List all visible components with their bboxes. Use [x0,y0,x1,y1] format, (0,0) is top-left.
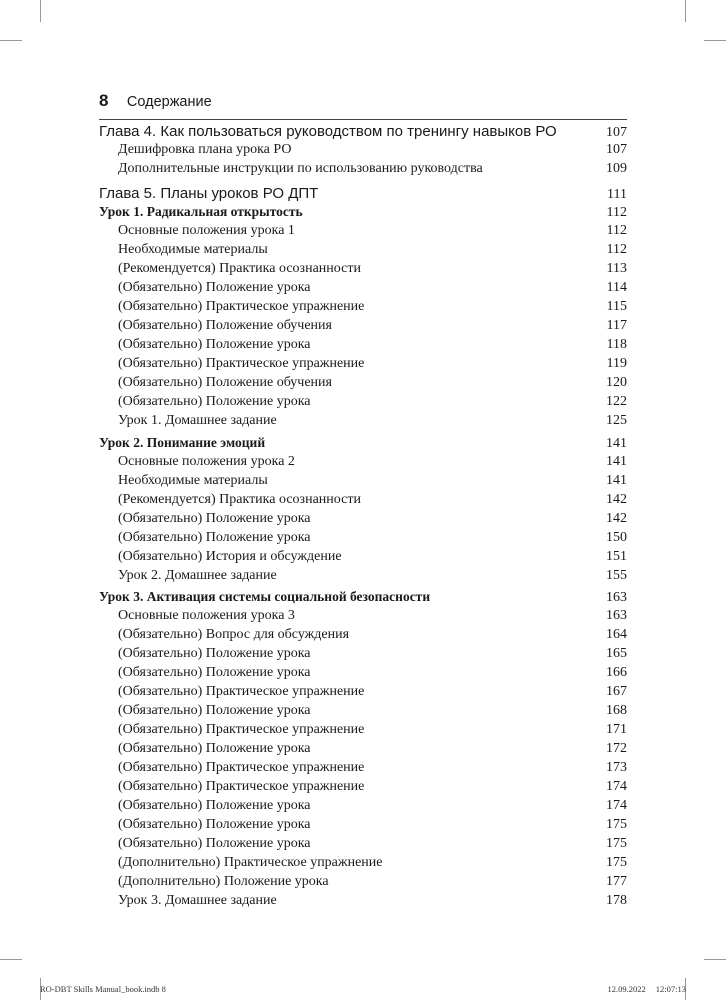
toc-entry-title: Глава 4. Как пользоваться руководством по тренингу навыков РО [99,123,557,140]
toc-item-row [99,627,627,646]
toc-item-row [99,530,627,549]
toc-item-row [99,413,627,432]
toc-entry-title: Дешифровка плана урока РО [118,142,292,157]
toc-item-row [99,261,627,280]
toc-item-row [99,779,627,798]
toc-item-row [99,817,627,836]
crop-mark-left-upper [0,40,22,41]
toc-page-number: 107 [606,125,627,140]
toc-entry-title: Дополнительные инструкции по использованию руководства [118,161,483,176]
toc-page-number: 164 [606,627,627,642]
toc-item-row [99,473,627,492]
toc-item-row [99,394,627,413]
crop-mark-top-left [40,0,41,22]
toc-entry-title: (Обязательно) Положение урока [118,741,311,756]
toc-item-row [99,703,627,722]
toc-item-row [99,375,627,394]
toc-entry-title: (Обязательно) Положение урока [118,703,311,718]
toc-lesson-row [99,589,627,608]
toc-page-number: 172 [606,741,627,756]
toc-page-number: 125 [606,413,627,428]
toc-page-number: 114 [606,280,627,295]
toc-entry-title: (Обязательно) Положение урока [118,337,311,352]
toc-page-number: 142 [606,491,627,507]
toc-page-number: 119 [606,356,627,371]
footer-date: 12.09.2022 [607,984,646,994]
toc-item-row [99,646,627,665]
toc-page-number: 115 [606,299,627,314]
toc-entry-title: Основные положения урока 3 [118,608,295,623]
toc-page-number: 111 [607,187,627,202]
toc-entry-title: (Дополнительно) Практическое упражнение [118,855,383,870]
toc-item-row [99,893,627,912]
toc-entry-title: Урок 3. Активация системы социальной безопасности [99,589,431,604]
toc-page-number: 174 [606,779,627,794]
toc-chapter-row [99,123,627,142]
toc-page-number: 175 [606,855,627,870]
toc-entry-title: Урок 1. Домашнее задание [118,413,277,428]
toc-page-number: 112 [606,223,627,238]
toc-page-number: 167 [606,684,627,699]
toc-page-number: 173 [606,760,627,775]
toc-entry-title: Основные положения урока 1 [118,223,295,238]
toc-item-row [99,684,627,703]
toc-item-row [99,280,627,299]
footer-file-info [40,984,166,994]
toc-entry-title: (Рекомендуется) Практика осознанности [118,491,361,507]
toc-page-number: 117 [606,318,627,333]
toc-entry-title: (Обязательно) Практическое упражнение [118,356,365,371]
toc-entry-title: (Обязательно) Положение обучения [118,318,332,333]
toc-page-number: 109 [606,161,627,176]
toc-page-number: 120 [606,375,627,390]
running-header-title: Содержание [126,94,212,110]
toc-page-number: 141 [606,435,627,451]
toc-entry-title: (Обязательно) Вопрос для обсуждения [118,627,350,642]
toc-page-number: 165 [606,646,627,661]
toc-item-row [99,608,627,627]
toc-page-number: 168 [606,703,627,718]
toc-item-row [99,454,627,473]
toc-entry-title: (Дополнительно) Положение урока [118,874,329,889]
toc-entry-title: Глава 5. Планы уроков РО ДПТ [99,185,319,202]
toc-item-row [99,855,627,874]
toc-entry-title: (Обязательно) Положение урока [118,665,311,680]
toc-page-number: 175 [606,836,627,851]
toc-page-number: 142 [606,510,627,526]
toc-item-row [99,760,627,779]
toc-entry-title: (Обязательно) История и обсуждение [118,548,342,564]
toc-chapter-row [99,185,627,204]
toc-entry-title: Урок 1. Радикальная открытость [99,204,303,219]
toc-item-row [99,549,627,568]
toc-page-number: 174 [606,798,627,813]
toc-entry-title: (Обязательно) Практическое упражнение [118,760,365,775]
toc-page-number: 112 [606,205,627,220]
toc-page-number: 171 [606,722,627,737]
toc-page-number: 107 [606,142,627,157]
toc-item-row [99,511,627,530]
toc-page-number: 141 [606,453,627,469]
toc-entry-title: (Обязательно) Практическое упражнение [118,722,365,737]
toc-page-number: 151 [606,548,627,564]
toc-entry-title: (Обязательно) Положение урока [118,394,311,409]
toc-page-number: 166 [606,665,627,680]
toc-page-number: 175 [606,817,627,832]
toc-item-row [99,337,627,356]
toc-item-row [99,492,627,511]
toc-page-number: 118 [606,337,627,352]
toc-item-row [99,665,627,684]
toc-item-row [99,568,627,587]
toc-page-number: 112 [606,242,627,257]
toc-item-row [99,299,627,318]
toc-item-row [99,242,627,261]
toc-entry-title: (Обязательно) Практическое упражнение [118,684,365,699]
toc-entry-title: (Обязательно) Практическое упражнение [118,299,365,314]
toc-entry-title: (Обязательно) Практическое упражнение [118,779,365,794]
toc-item-row [99,798,627,817]
toc-entry-title: Необходимые материалы [118,472,268,488]
toc-item-row [99,741,627,760]
crop-mark-top-right [685,0,686,22]
toc-entry-title: (Обязательно) Положение урока [118,646,311,661]
toc-page-number: 163 [606,590,627,605]
toc-entry-title: (Обязательно) Положение урока [118,510,311,526]
toc-entry-title: Необходимые материалы [118,242,268,257]
toc-entry-title: (Обязательно) Положение урока [118,529,311,545]
toc-entry-title: (Обязательно) Положение урока [118,280,311,295]
running-header [99,91,212,111]
footer-file-name: RO-DBT Skills Manual_book.indb 8 [40,984,166,994]
toc-item-row [99,836,627,855]
toc-entry-title: Урок 3. Домашнее задание [118,893,277,908]
toc-entry-title: Урок 2. Понимание эмоций [99,434,266,450]
toc-item-row [99,722,627,741]
toc-page-number: 163 [606,608,627,623]
toc-page-number: 178 [606,893,627,908]
toc-page-number: 113 [606,261,627,276]
toc-item-row [99,161,627,180]
toc-entry-title: Основные положения урока 2 [118,453,295,469]
toc-page-number: 150 [606,529,627,545]
toc-lesson-row [99,435,627,454]
crop-mark-right-upper [704,40,726,41]
toc-page-number: 177 [606,874,627,889]
toc-item-row [99,318,627,337]
toc-entry-title: (Обязательно) Положение обучения [118,375,332,390]
crop-mark-right-lower [704,959,726,960]
crop-mark-left-lower [0,959,22,960]
toc-item-row [99,142,627,161]
page-number: 8 [99,91,109,110]
toc-page-number: 122 [606,394,627,409]
toc-lesson-row [99,204,627,223]
header-rule [99,119,627,120]
toc-page-number: 155 [606,567,627,583]
toc-entry-title: Урок 2. Домашнее задание [118,567,277,583]
toc-item-row [99,356,627,375]
footer-time: 12:07:13 [655,984,686,994]
toc-item-row [99,874,627,893]
toc-entry-title: (Обязательно) Положение урока [118,836,311,851]
footer-timestamp [608,984,686,994]
toc-page-number: 141 [606,472,627,488]
toc-item-row [99,223,627,242]
toc-entry-title: (Обязательно) Положение урока [118,798,311,813]
toc-entry-title: (Рекомендуется) Практика осознанности [118,261,361,276]
toc-entry-title: (Обязательно) Положение урока [118,817,311,832]
